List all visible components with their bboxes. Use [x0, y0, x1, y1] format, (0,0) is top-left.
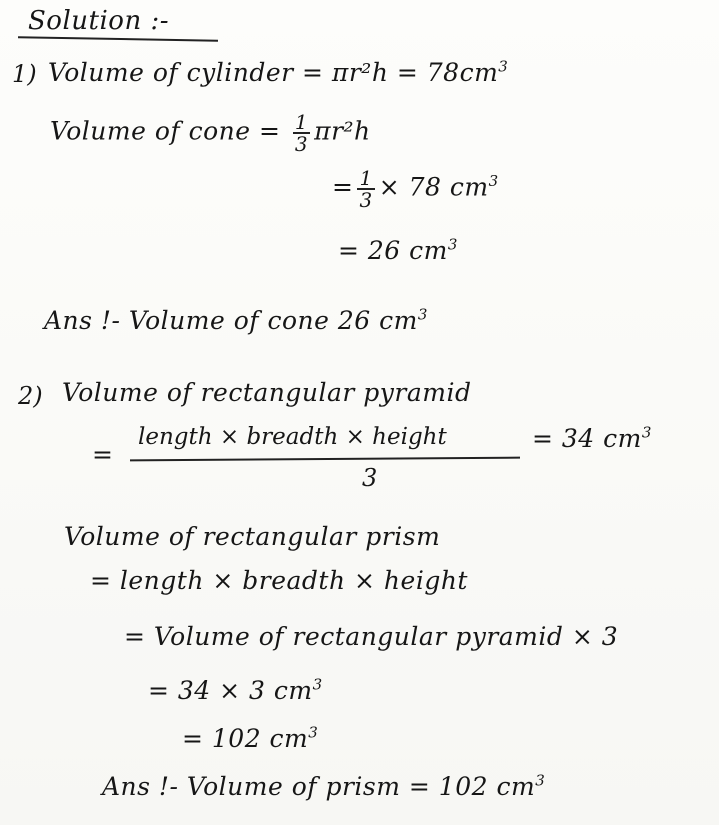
q1-cone-frac-den: 3 [294, 132, 309, 156]
q2-result-text: = 102 cm [182, 724, 309, 753]
heading-underline [18, 36, 218, 41]
solution-heading: Solution :- [28, 6, 169, 36]
question-1-number: 1) [12, 60, 37, 88]
q2-sub-text: = 34 × 3 cm [148, 676, 313, 705]
q1-line-cylinder [48, 58, 508, 88]
q2-line-result [182, 724, 318, 754]
q2-answer [102, 772, 545, 802]
q1-answer-exp: 3 [417, 305, 428, 324]
q2-line-prism-relation: = Volume of rectangular pyramid × 3 [124, 622, 619, 651]
q1-sub-frac-num: 1 [359, 166, 373, 190]
q1-cylinder-expr: = πr²h = 78cm [302, 58, 499, 87]
q2-answer-exp: 3 [535, 771, 546, 790]
q2-answer-text: Ans !- Volume of prism = 102 cm [102, 772, 536, 801]
q1-cone-fraction [293, 112, 310, 154]
q1-line-substitution [332, 168, 499, 210]
q1-result-exp: 3 [447, 235, 458, 254]
q1-cone-frac-num: 1 [294, 110, 309, 134]
q1-result-text: = 26 cm [338, 236, 448, 265]
q2-eq-result [532, 424, 652, 454]
q1-line-cone-formula [50, 112, 371, 154]
q2-line-substitution [148, 676, 323, 706]
q1-sub-fraction [357, 168, 374, 210]
q2-line-prism-title: Volume of rectangular prism [64, 522, 441, 551]
q2-fraction-bar [130, 457, 520, 462]
q2-line-pyramid-title: Volume of rectangular pyramid [62, 378, 472, 407]
q1-line-result [338, 236, 458, 266]
q1-sub-prefix: = [332, 172, 354, 202]
q1-cylinder-label: Volume of cylinder [48, 58, 294, 87]
q1-cone-expr: πr²h [314, 116, 371, 146]
q2-fraction-denominator: 3 [362, 464, 378, 492]
q2-sub-exp: 3 [312, 675, 323, 694]
q2-eq-result-text: = 34 cm [532, 424, 642, 453]
q1-sub-expr: × 78 cm [378, 172, 489, 202]
q2-result-exp: 3 [308, 723, 319, 742]
q2-eq-result-exp: 3 [641, 423, 652, 442]
q1-sub-exp: 3 [488, 172, 499, 191]
q1-answer-text: Ans !- Volume of cone 26 cm [44, 306, 418, 335]
q1-answer [44, 306, 428, 336]
q2-fraction-numerator: length × breadth × height [138, 424, 447, 450]
q1-sub-frac-den: 3 [359, 188, 373, 212]
q1-cylinder-exp: 3 [498, 57, 509, 76]
q2-line-prism-formula: = length × breadth × height [90, 566, 468, 595]
question-2-number: 2) [18, 382, 43, 410]
q2-eq-prefix: = [92, 440, 114, 469]
q1-cone-label: Volume of cone = [50, 116, 281, 146]
